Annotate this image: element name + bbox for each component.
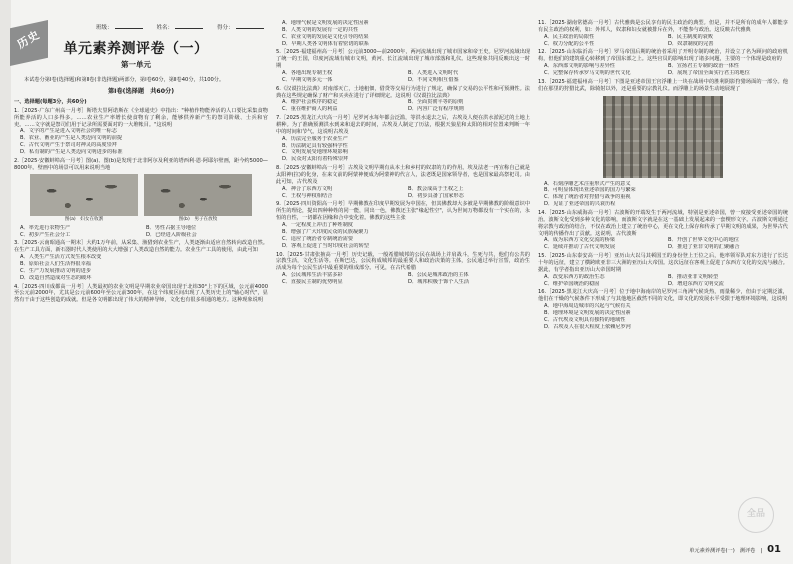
question-options bbox=[538, 303, 788, 330]
question-options bbox=[14, 225, 268, 239]
option-a[interactable]: A．文字的产生是进入文明社会的唯一标志 bbox=[20, 128, 117, 135]
image-caption: 图(a) 妇女在收割 bbox=[64, 216, 104, 222]
question-stem: 16.［2025·黑龙江大庆高一月考］位于地中海南岸的尼罗河三角洲气候炎热，雨量稀少，但由于定期泛滥，他们在干燥的气候条件下形成了与其他地区截然不同的文化，即文化的发展水平受限于地理环境影响，这说明 bbox=[538, 289, 788, 303]
option-a[interactable]: A．各地出现专制王权 bbox=[282, 70, 333, 77]
assyrian-relief-image bbox=[603, 96, 723, 178]
question-options bbox=[538, 34, 788, 48]
question-stem: 5.［2025·福建福州高一月考］公元前3000—前2000年，两河流域出现了城市国家和帝王史。尼罗河流域出现了统一的王国，印度河流域有城市文明，黄河、长江流域出现了城市部落和礼仪。这些现象共同反映出这一时期 bbox=[276, 49, 530, 70]
option-c[interactable]: C．直接民主制的优势明显 bbox=[282, 278, 343, 285]
option-b[interactable]: B．原始社会人们生活得很幸福 bbox=[20, 261, 91, 267]
option-b[interactable]: B．农业、畜业的产生是人类迈向文明的前提 bbox=[20, 135, 123, 142]
question-2 bbox=[14, 158, 268, 239]
option-a[interactable]: A．公民城邦生活丰富多彩 bbox=[282, 272, 343, 279]
exam-intro: 本试卷分第Ⅰ卷(选择题)和第Ⅱ卷(非选择题)两部分，第Ⅰ卷60分，第Ⅱ卷40分，共100分。 bbox=[24, 77, 225, 83]
option-d[interactable]: D．奴隶制度的完善 bbox=[668, 40, 714, 47]
image-caption: 图(b) 男子在放牧 bbox=[178, 216, 218, 222]
info-name bbox=[157, 25, 204, 32]
question-stem: 9.［2025·四川资阳高一月考］早期佛教在印度早期发展为中国在，但其佛教却大多被是早期佛教的阶级意识中所生的理论，提出四种种姓的同一能，同出一色，佛教还主张"缘起性空"，认为世间万物都没有一个实在的，永恒的自性，一切都在因缘和合中变化着。佛教的这些主张 bbox=[276, 201, 530, 222]
option-a[interactable]: A．改变东西方的政治生态 bbox=[544, 273, 605, 280]
option-c[interactable]: C．初步产生社会分工 bbox=[20, 231, 71, 238]
option-c[interactable]: C．适应了统治者专制统治需要 bbox=[282, 235, 354, 242]
option-a[interactable]: A．东西部文明的影响与差异性 bbox=[544, 63, 615, 70]
info-name-line bbox=[175, 28, 203, 29]
option-c[interactable]: C．古代文明产生于祭司对神灵的高度崇拜 bbox=[20, 142, 117, 149]
option-c[interactable]: C．重在维护商人的利益 bbox=[282, 106, 338, 113]
info-score-line bbox=[236, 28, 264, 29]
option-a[interactable]: A．成为东西方文化交流的桥梁 bbox=[544, 237, 615, 244]
section-head: 一、选择题(每题3分，共60分) bbox=[14, 99, 87, 106]
option-c[interactable]: C．权力分配的公平性 bbox=[544, 40, 595, 47]
option-d[interactable]: D．见证了亚述帝国的兴衰历程 bbox=[544, 201, 616, 208]
option-d[interactable]: D．内容广泛有程序规则 bbox=[408, 106, 464, 113]
question-stem: 4.［2025·四川成都高一月考］人类最初的农业文明是早期农业帝国出现于北纬30°上下的区域，公元前4000至公元前2000年，尤其是公元前600年至公元前300年，在这个纬度区间出现了人类历史上的"轴心时代"，显然有干由于这些创造的成就。但是各文明都出现了伟大的精神导师，文化也有很多相通的地方。这种现象说明 bbox=[14, 283, 268, 304]
question-14 bbox=[538, 210, 788, 251]
option-b[interactable]: B．推动亚非文明转型 bbox=[668, 273, 719, 280]
question-7 bbox=[276, 115, 530, 163]
option-b[interactable]: B．男性占据主导地位 bbox=[146, 224, 197, 231]
image-a bbox=[30, 174, 138, 223]
question-options bbox=[276, 99, 530, 113]
mural-image-a bbox=[30, 174, 138, 216]
question-options bbox=[14, 254, 268, 281]
question-options bbox=[276, 222, 530, 249]
question-stem: 15.［2025·山东泰安高一月考］亚历山大以马其顿国王的身份登上王位之后，他率领军队对东方进行了长达十年的远征，建立了横跨欧亚非三大洲的亚历山大帝国。这次远征在客观上促进了东西方文化的交流与融合。据此，有学者指出亚历山大帝国时期 bbox=[538, 253, 788, 273]
question-stem: 2.［2025·安徽蚌埠高一月考］图(a)、图(b)是发现于北非阿尔及利亚的塔西利·恩·阿耶尔壁画，距今约5000—8000年。壁画中的场景可以用来说明当地 bbox=[14, 157, 268, 171]
option-d[interactable]: D．私有制的产生是人类迈向文明进步的标准 bbox=[20, 149, 123, 156]
option-d[interactable]: D．已经进入阶级社会 bbox=[146, 231, 197, 238]
option-c[interactable]: C．农业文明的发展是文化引导的结果 bbox=[282, 33, 369, 40]
question-options bbox=[276, 70, 530, 84]
option-a[interactable]: A．一定程度上冲击了种姓制度 bbox=[282, 222, 353, 229]
student-info-row bbox=[96, 25, 264, 32]
option-a[interactable]: A．维护社会秩序的稳定 bbox=[282, 99, 338, 106]
option-b[interactable]: B．教会成高于王权之上 bbox=[408, 185, 464, 192]
option-b[interactable]: B．公民是城邦政治的主体 bbox=[408, 272, 469, 279]
option-a[interactable]: A．人类生产生活方式发生根本改变 bbox=[20, 254, 102, 261]
option-c[interactable]: C．维护帝国统治的稳固 bbox=[544, 280, 600, 287]
question-13 bbox=[538, 79, 788, 208]
page-edge-band bbox=[0, 0, 11, 564]
subject-label: 历史 bbox=[14, 27, 43, 52]
option-d[interactable]: D．初步具备了国家形态 bbox=[408, 192, 464, 199]
option-d[interactable]: D．民众对太阳有着特殊崇拜 bbox=[282, 156, 349, 163]
question-images bbox=[14, 174, 268, 223]
info-class bbox=[96, 25, 143, 32]
option-d[interactable]: D．展现了帝国全面实行君主的地位 bbox=[668, 70, 750, 77]
question-11 bbox=[538, 20, 788, 47]
option-c[interactable]: C．延续并推动了古代文明发展 bbox=[544, 244, 616, 251]
footer-label: 测评卷 bbox=[739, 547, 756, 554]
option-b[interactable]: B．可明显体现出亚述帝国的国力与繁荣 bbox=[544, 187, 636, 194]
column-2 bbox=[276, 20, 530, 288]
option-c[interactable]: C．生产力发展推动文明的进步 bbox=[20, 267, 92, 274]
question-5 bbox=[276, 49, 530, 83]
question-stem: 1.［2025·广东广州高一月考］斯塔夫里阿诺斯在《全球通史》中指出："种植作物能养活的人口要比采集食物所能养活的人口多得多。……农业生产率增长使食物有了剩余，能够供养新产生的祭司阶级、士兵和官吏。……文字就是祭司们用于记录所需要面对的一大堆帐目。"这说明 bbox=[14, 107, 268, 128]
question-options bbox=[538, 237, 788, 251]
column-1 bbox=[14, 77, 268, 306]
info-name-label: 姓名： bbox=[156, 25, 174, 31]
question-options bbox=[276, 20, 530, 47]
question-stem: 13.［2025·福建福州高一月考］下图是亚述帝国王宫浮雕上一块在战场中的胜利阴影狩猎场面的一部分。他们在那里的狩猎比武，除骑射以外，还是重要的宗教礼仪。而浮雕上的场景生动地展现了 bbox=[538, 78, 788, 92]
option-b[interactable]: B．历法制定具有较强科学性 bbox=[282, 142, 348, 149]
option-a[interactable]: A．石刻浮雕艺术注重形式产生的意义 bbox=[544, 180, 631, 187]
option-a[interactable]: A．民主政治的局限性 bbox=[544, 33, 595, 40]
option-c[interactable]: C．完整保存传承罗马文明的世代文化 bbox=[544, 70, 631, 77]
option-d[interactable]: D．早期人类各文明体有着密切的联系 bbox=[282, 40, 369, 47]
question-stem: 12.［2025·山东临沂高一月考］罗马帝国后期的统治者采用了开明专制的统治，并设立了名为顾问的政府机构，但他们的建筑重心转移到了帝国东部之上。这些官员的影响出现了诸多问题，主要的一个体现是政府的 bbox=[538, 49, 788, 63]
question-4 bbox=[14, 284, 268, 305]
question-stem: 6.《汉谟拉比法典》对南部灭亡，土地租佃，借贷等交易行为进行了规定，确保了交易的公平性和可预测性。法典在这些规定确保了财产和买卖在进行了详细规定。这说明《汉谟拉比法典》 bbox=[276, 85, 530, 99]
question-1 bbox=[14, 108, 268, 156]
option-b[interactable]: B．增强了广大印度民众的民族凝聚力 bbox=[282, 228, 369, 235]
publisher-watermark: 全品 bbox=[738, 497, 774, 533]
option-d[interactable]: D．不同文明相互借鉴 bbox=[408, 76, 459, 83]
question-stem: 14.［2025·山东威海高一月考］古波斯的开端发生于两河流域，特别是亚述帝国，曾一度接受亚述帝国的统治。波斯文化受到多种文化的影响，而波斯文字就是在这一基础上发展起来的一套楔形文字。古波斯文明通过将宗教与政治的结合，不仅在政治上建立了统治中心，更在文化上保存和传承了早期文明的成果，为世界古代文明的传播作出了贡献。这说明，古代波斯 bbox=[538, 210, 788, 237]
option-d[interactable]: D．客观上促进了当时印度社会的转型 bbox=[282, 242, 369, 249]
question-6 bbox=[276, 86, 530, 113]
column-3 bbox=[538, 20, 788, 333]
option-b[interactable]: B．人类进入文明时代 bbox=[408, 70, 459, 77]
question-options bbox=[14, 128, 268, 155]
option-c[interactable]: C．王权与神权相结合 bbox=[282, 192, 333, 199]
footer-title: 单元素养测评卷(一) bbox=[689, 547, 735, 554]
question-options bbox=[538, 274, 788, 288]
page-footer bbox=[689, 543, 781, 556]
option-d[interactable]: D．改造自然造成对生态的破坏 bbox=[20, 274, 92, 281]
exam-title: 单元素养测评卷（一） bbox=[63, 41, 209, 57]
info-score bbox=[217, 25, 264, 32]
question-stem: 10.［2025·甘肃张掖高一月考］历史记载，一般希腊城邦的公民在战场上并肩战斗，生死与共，他们有公共的宗教生活，文化生活等。在斯巴达，公民构成城邦的最重要人和政治决策的主体，公民通过举行宣誓，政治生活成为每个公民生活中最重要的组成部分。可见，在古代希腊 bbox=[276, 251, 530, 272]
question-16 bbox=[538, 289, 788, 330]
option-c[interactable]: C．早期文明多元一体 bbox=[282, 76, 333, 83]
question-15 bbox=[538, 253, 788, 287]
option-d[interactable]: D．增进东西方文明交流 bbox=[668, 280, 724, 287]
question-options bbox=[276, 186, 530, 200]
option-b[interactable]: B．民主制度的衰败 bbox=[668, 33, 714, 40]
question-12 bbox=[538, 49, 788, 76]
question-4-options bbox=[276, 20, 530, 47]
option-d[interactable]: D．古埃及人在很大程度上依赖尼罗河 bbox=[544, 323, 631, 330]
question-8 bbox=[276, 165, 530, 199]
question-3 bbox=[14, 240, 268, 281]
question-10 bbox=[276, 252, 530, 286]
exam-subtitle: 第一单元 bbox=[121, 60, 151, 69]
question-options bbox=[276, 136, 530, 163]
question-options bbox=[538, 181, 788, 208]
option-b[interactable]: B．人类文明的发展有一定的共性 bbox=[282, 26, 359, 33]
mural-image-b bbox=[144, 174, 252, 216]
option-a[interactable]: A．率先进行农物生产 bbox=[20, 224, 71, 231]
question-9 bbox=[276, 201, 530, 249]
info-class-label: 班级： bbox=[96, 25, 113, 31]
option-c[interactable]: C．体现了统治者对狩猎与战争的重视 bbox=[544, 194, 631, 201]
question-stem: 7.［2025·黑龙江大庆高一月考］尼罗河水每年都会泛滥，等洪水退去之后，古埃及人便在洪水淤泥过的土地上耕种。为了准确预测洪水到来和退去的时间，古埃及人制定了历法，根据天狼星和太阳的相对位置来判断一年中的时间和节气。这说明古埃及 bbox=[276, 115, 530, 135]
option-d[interactable]: D．城邦积极于饰个人生活 bbox=[408, 278, 470, 285]
option-c[interactable]: C．古代埃及文明具有独特的地域性 bbox=[544, 316, 626, 323]
option-d[interactable]: D．推进了亚非文明的汇聚融合 bbox=[668, 244, 740, 251]
footer-separator: | bbox=[760, 547, 763, 554]
question-options bbox=[276, 272, 530, 286]
question-stem: 8.［2025·安徽蚌埠高一月考］古埃及文明早期有从本土和乡村的奴隶的力的作用。埃及法老一再宣称自己就是太阳神(拉)的化身，在来文前的阿蒙神便成为阿蒙神的代言人，法老既是国家领导者，也是国家最高祭祀司。由此可知，古代埃及 bbox=[276, 165, 530, 185]
option-a[interactable]: A．历法完全服务于农业生产 bbox=[282, 135, 348, 142]
option-b[interactable]: B．全面贯彻平等的原则 bbox=[408, 99, 464, 106]
option-b[interactable]: B．开创了世界文化中心的地位 bbox=[668, 237, 739, 244]
question-options bbox=[538, 63, 788, 77]
question-stem: 3.［2025·云南昭通高一期末］大约1万年前，从采集、渔猎到农业生产，人类逐渐由适应自然转向改造自然。在生产工具方面，新石器时代人类使用的大大增强了人类改造自然的能力。农业生产工具的使用，由此可知 bbox=[14, 240, 268, 254]
page-number: 01 bbox=[767, 543, 781, 555]
option-c[interactable]: C．文明发展受地理环境影响 bbox=[282, 149, 348, 156]
part1-title: 第Ⅰ卷(选择题 共60分) bbox=[107, 87, 175, 95]
question-stem: 11.［2025·湖南常德高一月考］古代雅典是公民享有的民主政治的典型。但是，并不是所有的成年人都能享有民主政治的权利，如：外邦人，奴隶和妇女就被排斥在外，不能参与政治。这反映古代雅典 bbox=[538, 20, 788, 33]
option-b[interactable]: B．地理环境是文明发展的决定性因素 bbox=[544, 310, 631, 317]
info-score-label: 得分： bbox=[217, 25, 234, 31]
option-b[interactable]: B．宣扬君主专制的政治一体性 bbox=[668, 63, 739, 70]
option-a[interactable]: A．地中海周边城市的兴起与气候有关 bbox=[544, 303, 631, 310]
image-b bbox=[144, 174, 252, 223]
info-class-line bbox=[115, 28, 143, 29]
option-a[interactable]: A．神合了东西方文明 bbox=[282, 185, 333, 192]
option-a[interactable]: A．地理气候是文明发展的决定性因素 bbox=[282, 20, 369, 26]
